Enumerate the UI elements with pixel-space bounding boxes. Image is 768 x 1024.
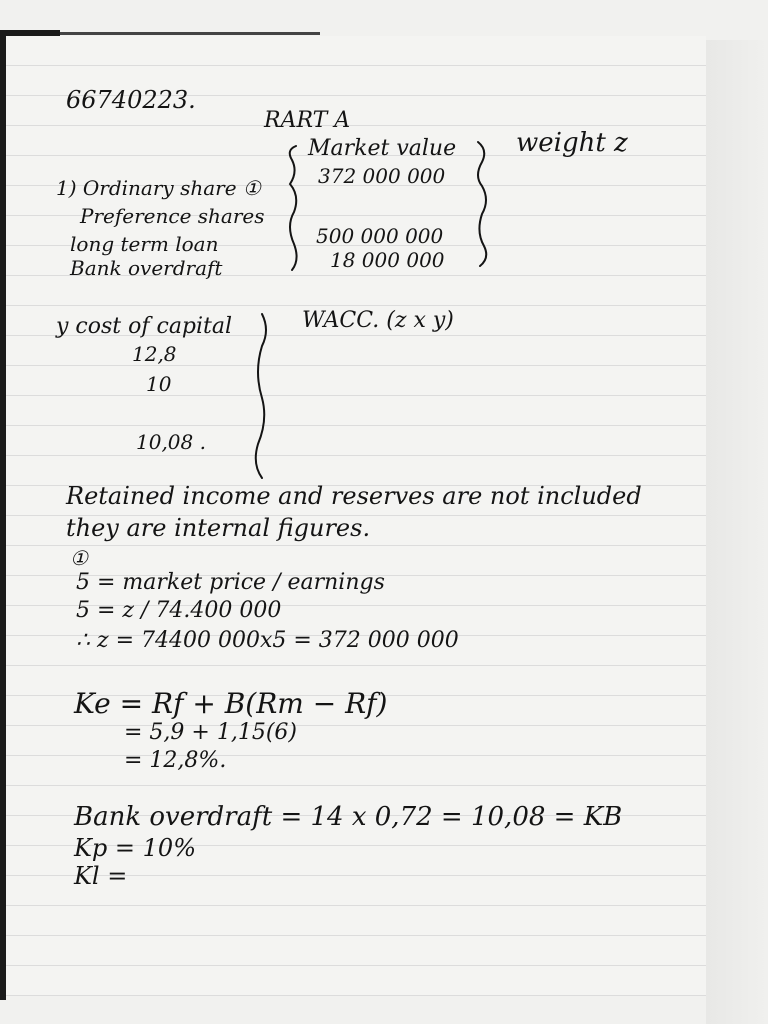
wacc-header: WACC. (z x y) (302, 308, 454, 333)
cost-value-overdraft: 10,08 . (136, 430, 206, 454)
ke-line-2: = 5,9 + 1,15(6) (124, 720, 297, 745)
working-marker: ① (70, 546, 88, 570)
cost-value-ordinary: 12,8 (132, 342, 177, 366)
page-edge-top-line (60, 32, 320, 35)
row-label-bank-overdraft: Bank overdraft (70, 256, 223, 280)
page-shadow (706, 40, 768, 1024)
student-number: 66740223. (66, 86, 196, 114)
row-value-long-term-loan: 500 000 000 (316, 224, 444, 248)
ke-line-3: = 12,8%. (124, 748, 227, 773)
working-line-2: 5 = z / 74.400 000 (76, 598, 282, 623)
row-label-ordinary-share: 1) Ordinary share ① (56, 176, 261, 200)
working-line-1: 5 = market price / earnings (76, 570, 385, 595)
part-heading: RART A (264, 108, 351, 133)
bank-line-1: Bank overdraft = 14 x 0,72 = 10,08 = KB (74, 802, 623, 832)
cost-value-preference: 10 (146, 372, 172, 396)
bank-line-2: Kp = 10% (74, 834, 197, 862)
working-line-3: ∴ z = 74400 000x5 = 372 000 000 (76, 628, 459, 653)
ke-line-1: Ke = Rf + B(Rm − Rf) (74, 687, 388, 720)
row-value-ordinary-share: 372 000 000 (318, 164, 446, 188)
row-value-bank-overdraft: 18 000 000 (330, 248, 445, 272)
row-label-long-term-loan: long term loan (70, 232, 219, 256)
row-label-preference-shares: Preference shares (80, 204, 265, 228)
cost-of-capital-label: y cost of capital (56, 314, 233, 339)
market-value-header: Market value (308, 136, 457, 161)
note-line-2: they are internal figures. (66, 514, 371, 542)
note-line-1: Retained income and reserves are not included (66, 482, 642, 510)
weight-header: weight z (516, 128, 628, 158)
bank-line-3: Kl = (74, 862, 128, 890)
